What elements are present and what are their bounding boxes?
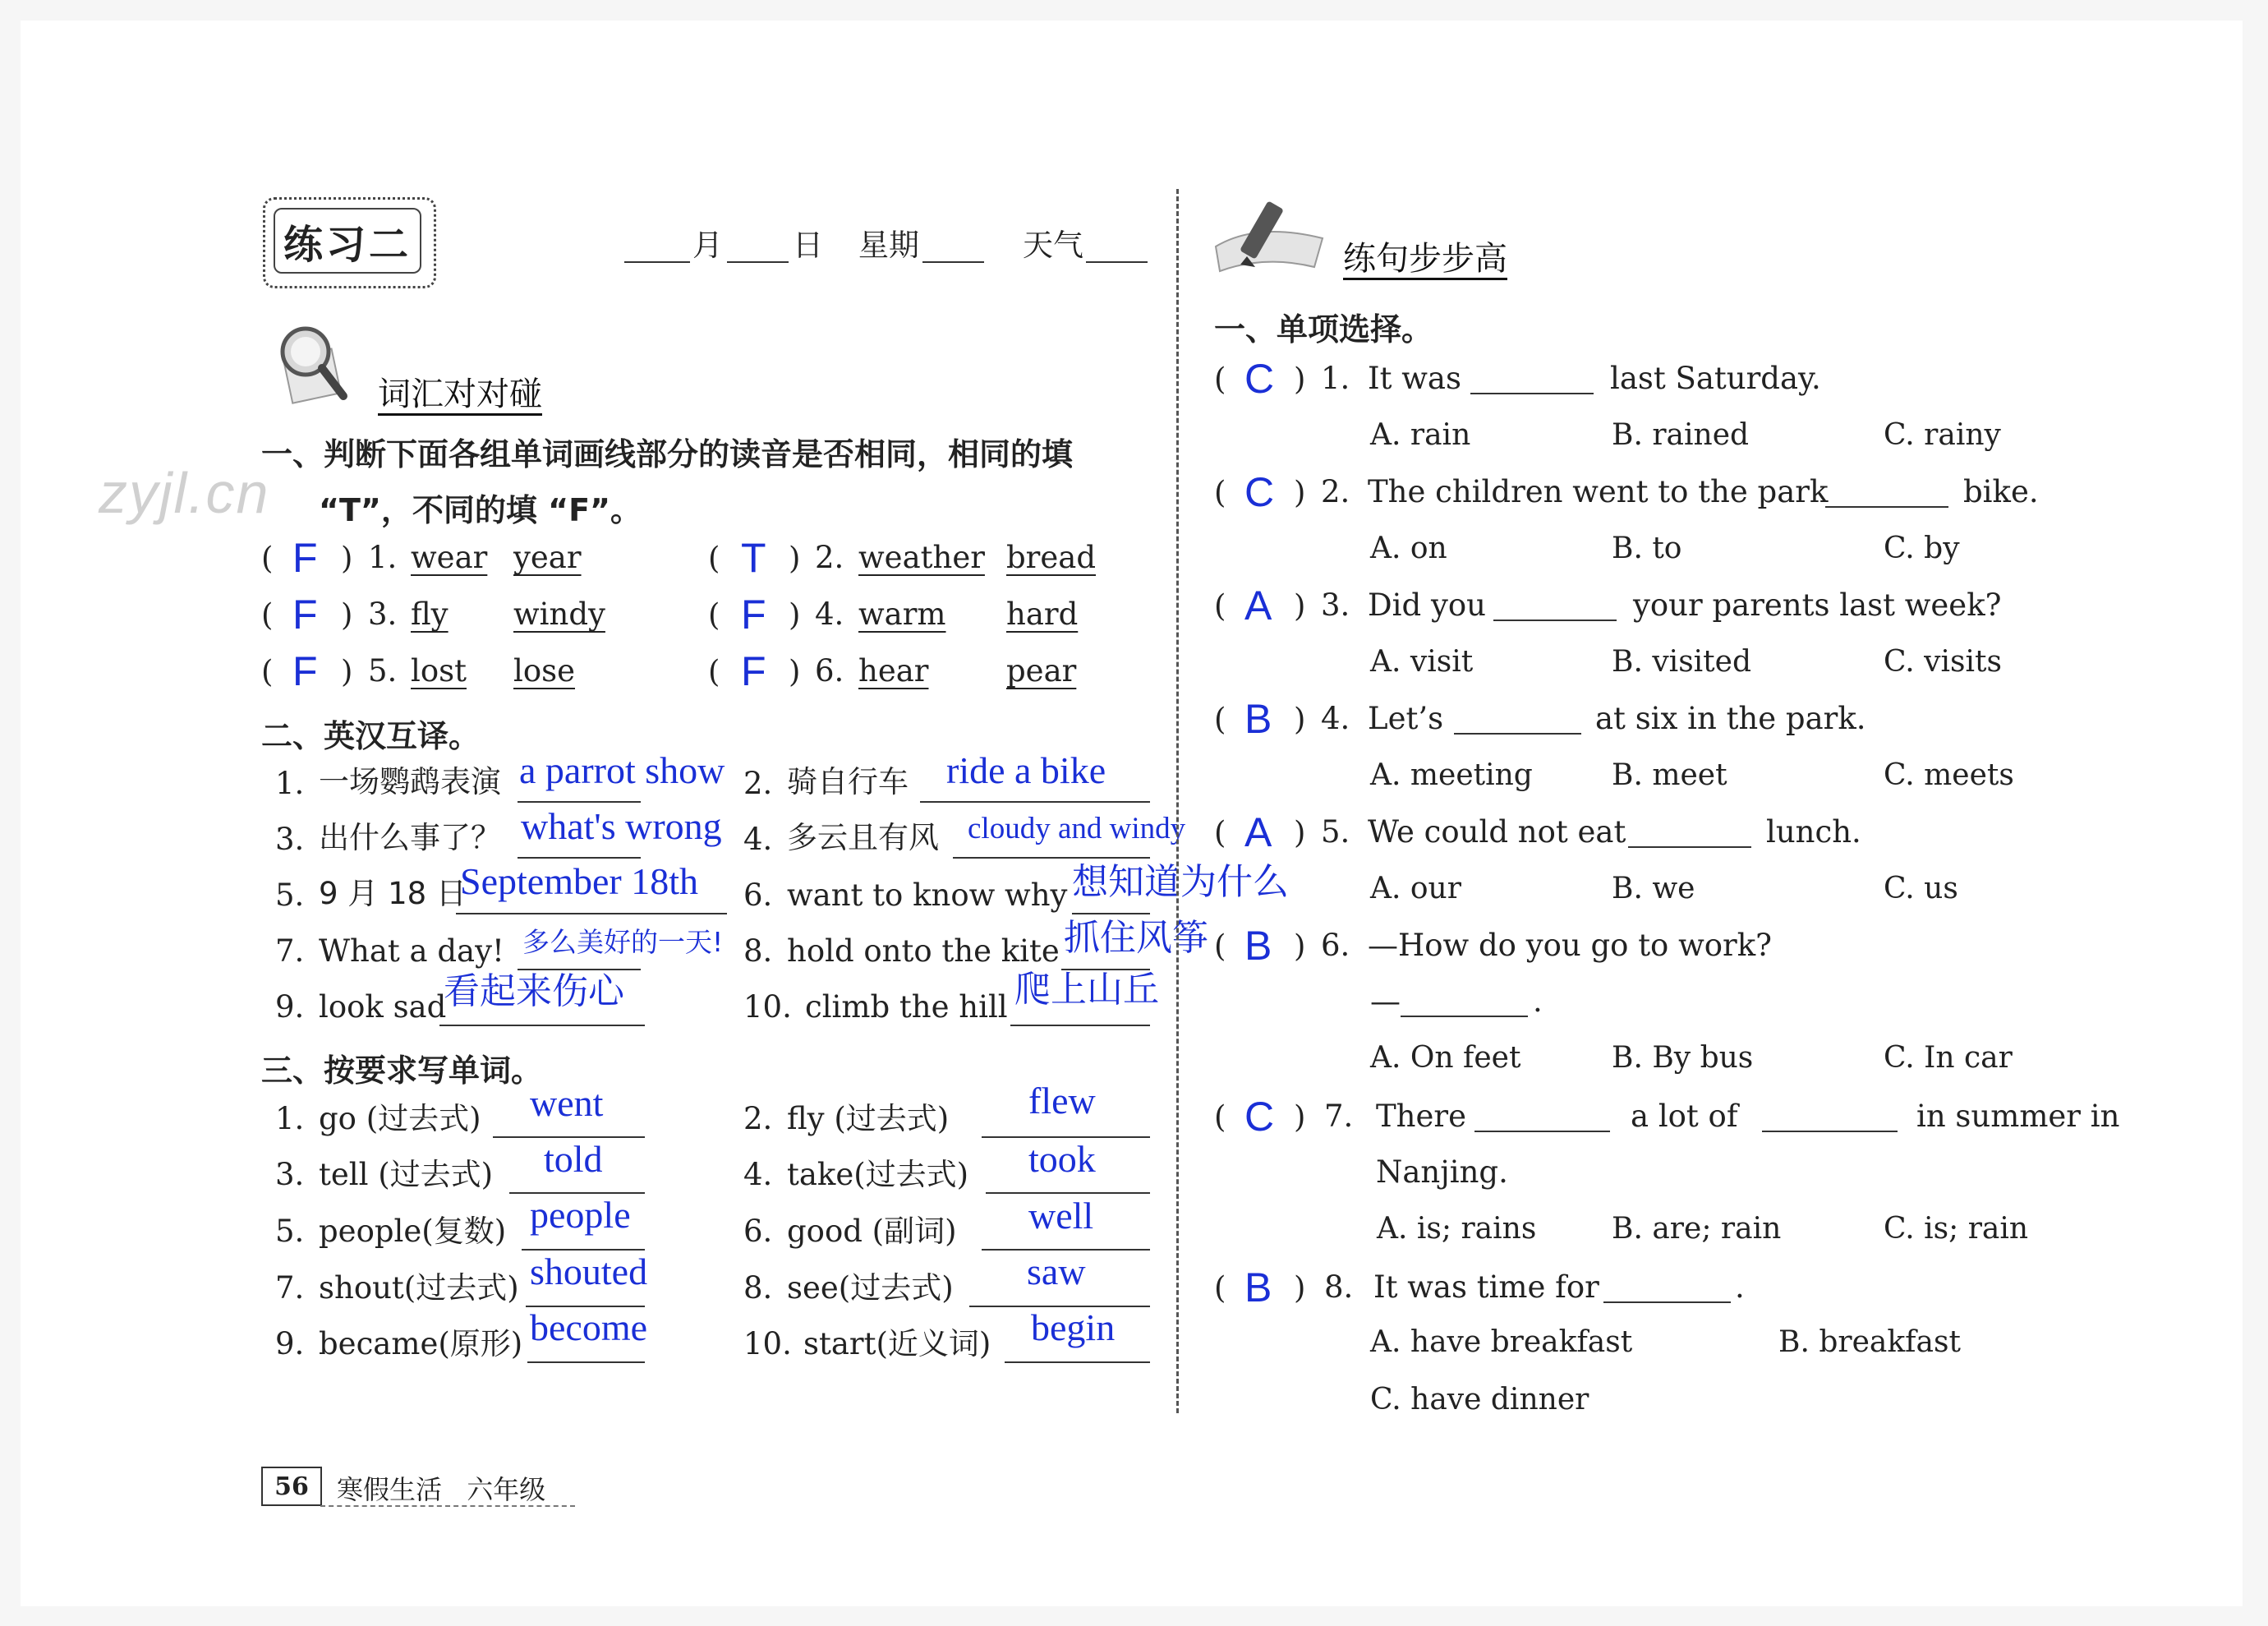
blank — [920, 801, 1150, 803]
q6-option-c[interactable]: C. In car — [1884, 1041, 2013, 1075]
prompt: climb the hill — [805, 989, 1008, 1025]
prompt: 骑自行车 — [787, 764, 909, 799]
q1-option-c[interactable]: C. rainy — [1884, 418, 2001, 452]
item-num: 2. — [815, 540, 844, 575]
q3-option-a[interactable]: A. visit — [1370, 645, 1474, 679]
paren: ) — [1294, 475, 1306, 510]
item-num: 1. — [275, 766, 305, 801]
blank — [1010, 1025, 1150, 1026]
q7-option-a[interactable]: A. is; rains — [1377, 1212, 1537, 1246]
answer[interactable]: a parrot show — [519, 749, 725, 791]
answer[interactable]: flew — [1028, 1080, 1096, 1122]
q5-stem-b: lunch. — [1766, 814, 1861, 850]
word-4a: warm — [858, 597, 946, 632]
q6-answer[interactable]: B — [1244, 923, 1272, 969]
prompt: 出什么事了？ — [319, 820, 501, 855]
word-3a: fly — [411, 597, 449, 632]
paren: ) — [341, 541, 353, 576]
q1-option-a[interactable]: A. rain — [1370, 418, 1471, 452]
q8-stem: It was time for — [1373, 1269, 1599, 1305]
paren: ) — [1294, 1270, 1306, 1306]
q-num: 5. — [1321, 814, 1350, 850]
pen-icon — [1208, 189, 1331, 279]
day-blank[interactable] — [727, 261, 789, 263]
q6-blank[interactable] — [1401, 1016, 1528, 1017]
month-blank[interactable] — [624, 261, 690, 263]
paren: ( — [1214, 1099, 1226, 1135]
item-num: 4. — [815, 597, 844, 632]
word-2b: bread — [1006, 540, 1097, 575]
month-label: 月 — [692, 228, 723, 263]
q4-option-b[interactable]: B. meet — [1612, 758, 1727, 792]
paren: ) — [341, 597, 353, 633]
word-6a: hear — [858, 653, 929, 689]
q3-answer[interactable]: A — [1244, 583, 1272, 629]
prompt: go (过去式) — [319, 1101, 481, 1136]
q-num: 1. — [1321, 361, 1350, 396]
q6-stem-c: . — [1533, 983, 1543, 1019]
q7-option-c[interactable]: C. is; rain — [1884, 1212, 2029, 1246]
paren: ( — [1214, 928, 1226, 964]
item-num: 2. — [743, 766, 773, 801]
paren: ( — [708, 597, 720, 633]
blank — [518, 857, 641, 859]
prompt: start(近义词) — [803, 1326, 991, 1361]
blank — [986, 1192, 1150, 1194]
q4-stem-b: at six in the park. — [1595, 701, 1866, 736]
answer[interactable]: become — [530, 1306, 648, 1348]
paren: ( — [261, 597, 274, 633]
item-num: 9. — [275, 1326, 305, 1361]
word-5a: lost — [411, 653, 467, 689]
q6-stem: —How do you go to work? — [1368, 928, 1772, 963]
weekday-blank[interactable] — [922, 261, 984, 263]
item-num: 5. — [275, 877, 305, 913]
answer-2[interactable]: T — [741, 535, 766, 581]
paren: ) — [1294, 1099, 1306, 1135]
word-1a: wear — [411, 540, 488, 575]
answer[interactable]: begin — [1031, 1306, 1116, 1348]
prompt: tell (过去式) — [319, 1157, 494, 1192]
word-6b: pear — [1006, 653, 1077, 689]
q8-answer[interactable]: B — [1244, 1264, 1272, 1310]
answer[interactable]: shouted — [530, 1251, 648, 1292]
q5-stem: We could not eat — [1368, 814, 1626, 850]
q1-blank[interactable] — [1470, 393, 1594, 394]
q2-answer[interactable]: C — [1244, 469, 1275, 515]
q7-stem-c: in summer in — [1916, 1099, 2120, 1134]
q3-blank[interactable] — [1493, 620, 1617, 621]
q6-option-b[interactable]: B. By bus — [1612, 1041, 1754, 1075]
q7-blank-2[interactable] — [1762, 1131, 1898, 1132]
paren: ( — [1214, 1270, 1226, 1306]
q4-blank[interactable] — [1454, 733, 1581, 735]
q5-blank[interactable] — [1628, 846, 1751, 848]
q7-stem-b: a lot of — [1631, 1099, 1738, 1134]
paren: ) — [1294, 702, 1306, 737]
blank — [1072, 913, 1150, 914]
q2-option-b[interactable]: B. to — [1612, 532, 1682, 565]
item-num: 3. — [368, 597, 398, 632]
q-num: 4. — [1321, 701, 1350, 736]
prompt: take(过去式) — [787, 1157, 969, 1192]
weekday-label: 星期 — [858, 228, 919, 263]
item-num: 10. — [743, 989, 792, 1025]
q5-option-a[interactable]: A. our — [1370, 872, 1461, 905]
q8-blank[interactable] — [1603, 1301, 1731, 1303]
prompt: shout(过去式) — [319, 1270, 519, 1306]
answer[interactable]: what's wrong — [521, 805, 722, 847]
q6-option-a[interactable]: A. On feet — [1370, 1041, 1521, 1075]
item-num: 6. — [815, 653, 844, 689]
blank — [1005, 1361, 1150, 1363]
paren: ) — [1294, 588, 1306, 624]
item-num: 1. — [275, 1101, 305, 1136]
answer[interactable]: cloudy and windy — [968, 812, 1186, 845]
answer-3[interactable]: F — [292, 592, 318, 638]
q1-option-b[interactable]: B. rained — [1612, 418, 1750, 452]
prompt: hold onto the kite — [787, 933, 1060, 969]
choice-heading: 一、单项选择。 — [1214, 311, 1433, 348]
item-num: 5. — [368, 653, 398, 689]
item-num: 10. — [743, 1326, 792, 1361]
prompt: 9 月 18 日 — [319, 876, 467, 911]
paren: ) — [341, 654, 353, 689]
q7-stem-d: Nanjing. — [1376, 1154, 1508, 1190]
q4-option-a[interactable]: A. meeting — [1370, 758, 1533, 792]
q2-stem: The children went to the park — [1368, 474, 1829, 509]
q4-stem: Let’s — [1368, 701, 1444, 736]
q4-option-c[interactable]: C. meets — [1884, 758, 2014, 792]
q2-option-c[interactable]: C. by — [1884, 532, 1960, 565]
prompt: What a day! — [319, 933, 504, 969]
paren: ) — [789, 541, 801, 576]
q3-option-b[interactable]: B. visited — [1612, 645, 1751, 679]
answer[interactable]: 看起来伤心 — [444, 970, 624, 1012]
part1-heading: 一、判断下面各组单词画线部分的读音是否相同，相同的填 — [261, 436, 1074, 472]
paren: ( — [1214, 588, 1226, 624]
answer[interactable]: ride a bike — [946, 749, 1106, 791]
q5-option-c[interactable]: C. us — [1884, 872, 1958, 905]
item-num: 8. — [743, 933, 773, 969]
answer[interactable]: 爬上山丘 — [1014, 969, 1159, 1011]
item-num: 1. — [368, 540, 398, 575]
prompt: 一场鹦鹉表演 — [319, 764, 501, 799]
q8-option-a[interactable]: A. have breakfast — [1370, 1325, 1633, 1359]
paren: ( — [1214, 362, 1226, 397]
q1-stem: It was — [1368, 361, 1461, 396]
paren: ( — [708, 541, 720, 576]
sentence-section-title: 练句步步高 — [1343, 240, 1507, 278]
q-num: 8. — [1324, 1269, 1354, 1305]
blank — [527, 1361, 645, 1363]
prompt: became(原形) — [319, 1326, 523, 1361]
q2-option-a[interactable]: A. on — [1370, 532, 1447, 565]
answer[interactable]: 抓住风筝 — [1064, 917, 1208, 959]
q3-stem-b: your parents last week? — [1633, 587, 2002, 623]
q7-blank-1[interactable] — [1474, 1131, 1610, 1132]
blank — [518, 801, 641, 803]
q-num: 6. — [1321, 928, 1350, 963]
answer[interactable]: September 18th — [460, 860, 698, 902]
paren: ( — [1214, 702, 1226, 737]
item-num: 3. — [275, 1157, 305, 1192]
weather-blank[interactable] — [1086, 261, 1148, 263]
q8-option-c[interactable]: C. have dinner — [1370, 1383, 1589, 1416]
answer-1[interactable]: F — [292, 535, 318, 581]
prompt: want to know why — [787, 877, 1068, 913]
prompt: fly (过去式) — [787, 1101, 950, 1136]
q2-blank[interactable] — [1825, 506, 1948, 508]
q-num: 2. — [1321, 474, 1350, 509]
paren: ) — [1294, 362, 1306, 397]
answer[interactable]: went — [530, 1082, 604, 1124]
blank — [439, 1025, 645, 1026]
q3-stem: Did you — [1368, 587, 1486, 623]
q1-stem-b: last Saturday. — [1610, 361, 1821, 396]
answer[interactable]: told — [544, 1138, 603, 1180]
q7-option-b[interactable]: B. are; rain — [1612, 1212, 1782, 1246]
exercise-title: 练习二 — [274, 208, 421, 274]
footer-book — [337, 1469, 545, 1507]
answer[interactable]: people — [530, 1194, 631, 1236]
weather-label: 天气 — [1023, 228, 1083, 263]
footer-grade: 六年级 — [467, 1474, 546, 1505]
answer-5[interactable]: F — [292, 648, 318, 694]
answer-4[interactable]: F — [741, 592, 766, 638]
paren: ( — [261, 654, 274, 689]
prompt: good (副词) — [787, 1214, 957, 1249]
blank — [953, 857, 1150, 859]
prompt: people(复数) — [319, 1214, 507, 1249]
paren: ) — [789, 597, 801, 633]
day-label: 日 — [793, 228, 823, 263]
exercise-badge — [263, 197, 436, 288]
item-num: 8. — [743, 1270, 773, 1306]
word-4b: hard — [1006, 597, 1079, 632]
paren: ( — [1214, 815, 1226, 850]
paren: ) — [1294, 928, 1306, 964]
answer[interactable]: 想知道为什么 — [1072, 861, 1289, 903]
q3-option-c[interactable]: C. visits — [1884, 645, 2002, 679]
q8-stem-b: . — [1735, 1269, 1745, 1305]
answer[interactable]: saw — [1027, 1251, 1086, 1292]
item-num: 7. — [275, 1270, 305, 1306]
item-num: 4. — [743, 822, 773, 857]
item-num: 6. — [743, 877, 773, 913]
q4-answer[interactable]: B — [1244, 696, 1272, 742]
word-5b: lose — [513, 653, 575, 689]
vocab-section-title: 词汇对对碰 — [378, 375, 542, 413]
paren: ( — [261, 541, 274, 576]
part2-heading: 二、英汉互译。 — [261, 718, 481, 754]
prompt: see(过去式) — [787, 1270, 954, 1306]
item-num: 6. — [743, 1214, 773, 1249]
footer-dashed-line — [320, 1505, 575, 1507]
part1-heading-2: “T”，不同的填 “F”。 — [319, 492, 642, 528]
answer-6[interactable]: F — [741, 648, 766, 694]
q2-stem-b: bike. — [1963, 474, 2039, 509]
item-num: 5. — [275, 1214, 305, 1249]
item-num: 7. — [275, 933, 305, 969]
blank — [456, 913, 727, 914]
q-num: 7. — [1324, 1099, 1354, 1134]
q5-option-b[interactable]: B. we — [1612, 872, 1695, 905]
q7-answer[interactable]: C — [1244, 1094, 1275, 1140]
paren: ) — [789, 654, 801, 689]
column-divider — [1176, 189, 1179, 1413]
prompt: look sad — [319, 989, 447, 1025]
paren: ( — [708, 654, 720, 689]
item-num: 2. — [743, 1101, 773, 1136]
answer[interactable]: 多么美好的一天! — [522, 926, 724, 958]
q7-stem: There — [1376, 1099, 1466, 1134]
footer-book-title: 寒假生活 — [337, 1474, 443, 1505]
word-3b: windy — [513, 597, 605, 632]
item-num: 3. — [275, 822, 305, 857]
q6-stem-b: — — [1370, 983, 1401, 1019]
part3-heading: 三、按要求写单词。 — [261, 1053, 543, 1089]
magnifier-icon — [271, 320, 353, 411]
paren: ( — [1214, 475, 1226, 510]
q1-answer[interactable]: C — [1244, 356, 1275, 402]
q5-answer[interactable]: A — [1244, 809, 1272, 855]
word-2a: weather — [858, 540, 985, 575]
page-number: 56 — [261, 1467, 322, 1506]
prompt: 多云且有风 — [787, 820, 939, 855]
item-num: 9. — [275, 989, 305, 1025]
word-1b: year — [513, 540, 582, 575]
answer[interactable]: took — [1028, 1138, 1096, 1180]
q8-option-b[interactable]: B. breakfast — [1778, 1325, 1961, 1359]
q-num: 3. — [1321, 587, 1350, 623]
item-num: 4. — [743, 1157, 773, 1192]
watermark: zyjl.cn — [99, 461, 270, 525]
answer[interactable]: well — [1028, 1195, 1094, 1237]
paren: ) — [1294, 815, 1306, 850]
